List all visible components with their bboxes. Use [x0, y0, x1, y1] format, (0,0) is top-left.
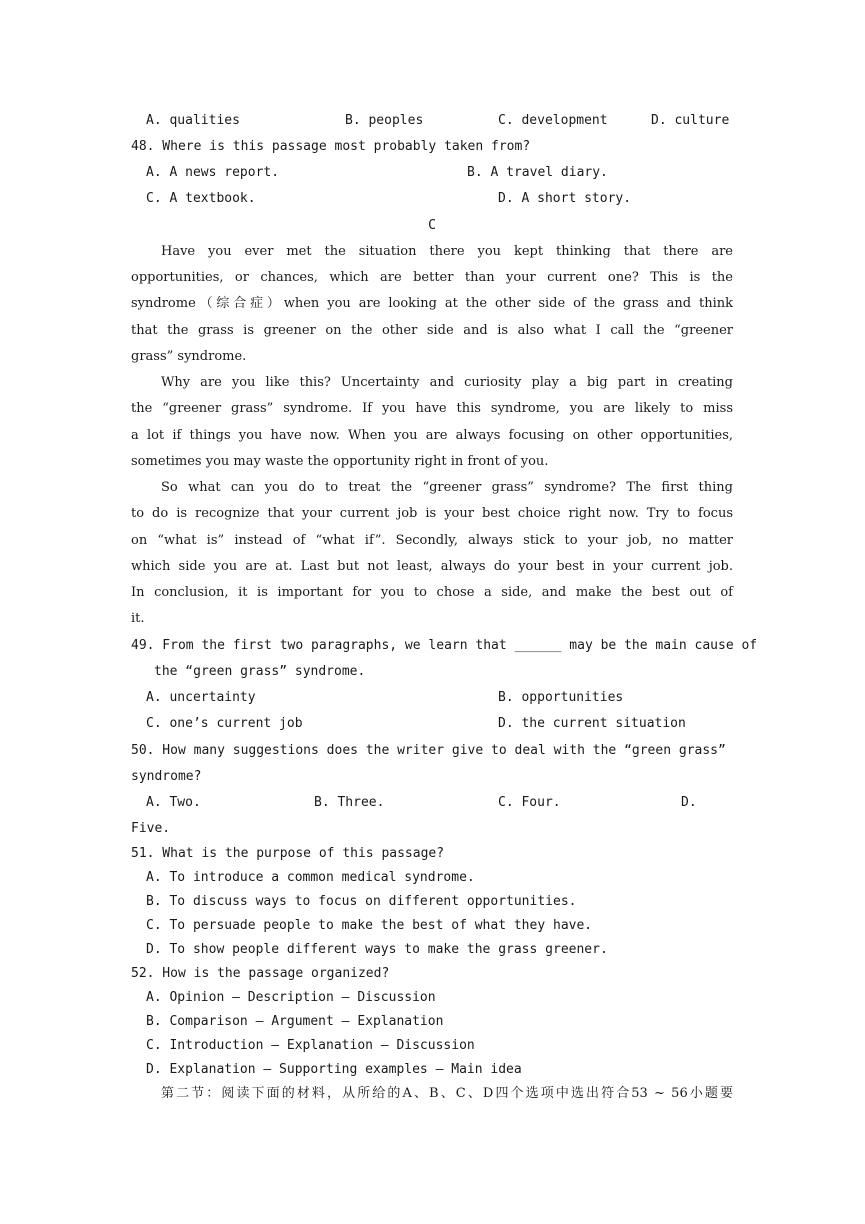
q47-option-d: D. culture — [651, 113, 730, 128]
passage-line: Why are you like this? Uncertainty and curiosity play a big part in creating — [161, 375, 733, 390]
passage-line: that the grass is greener on the other side and is also what I call the “greener — [131, 323, 733, 338]
q50-option-a: A. Two. — [146, 795, 201, 810]
q47-option-a: A. qualities — [146, 113, 240, 128]
passage-line: which side you are at. Last but not least, always do your best in your current job. — [131, 559, 733, 574]
passage-line: grass” syndrome. — [131, 349, 247, 364]
q50-option-d-cont: Five. — [131, 821, 171, 836]
q50-option-c: C. Four. — [498, 795, 561, 810]
q52-stem: 52. How is the passage organized? — [131, 966, 390, 981]
passage-line: Have you ever met the situation there you kept thinking that there are — [161, 244, 733, 259]
q48-option-d: D. A short story. — [498, 191, 632, 206]
q52-option-b: B. Comparison — Argument — Explanation — [146, 1014, 444, 1029]
q52-option-a: A. Opinion — Description — Discussion — [146, 990, 436, 1005]
q50-stem: 50. How many suggestions does the writer give to deal with the “green grass” — [131, 743, 726, 758]
q48-option-b: B. A travel diary. — [467, 165, 608, 180]
passage-line: a lot if things you have now. When you are always focusing on other opportunities, — [131, 428, 733, 443]
q49-option-a: A. uncertainty — [146, 690, 256, 705]
q49-option-d: D. the current situation — [498, 716, 686, 731]
q47-option-b: B. peoples — [345, 113, 424, 128]
q49-stem-cont: the “green grass” syndrome. — [154, 664, 366, 679]
q51-option-a: A. To introduce a common medical syndrome. — [146, 870, 475, 885]
passage-line: sometimes you may waste the opportunity right in front of you. — [131, 454, 549, 469]
q47-option-c: C. development — [498, 113, 608, 128]
q51-stem: 51. What is the purpose of this passage? — [131, 846, 445, 861]
passage-line: So what can you do to treat the “greener grass” syndrome? The first thing — [161, 480, 733, 495]
passage-line: the “greener grass” syndrome. If you have this syndrome, you are likely to miss — [131, 401, 733, 416]
q48-option-c: C. A textbook. — [146, 191, 256, 206]
q51-option-c: C. To persuade people to make the best of what they have. — [146, 918, 593, 933]
passage-line: syndrome（综合症）when you are looking at the other side of the grass and think — [131, 296, 733, 311]
q50-stem-cont: syndrome? — [131, 769, 202, 784]
passage-line: opportunities, or chances, which are better than your current one? This is the — [131, 270, 733, 285]
q48-stem: 48. Where is this passage most probably taken from? — [131, 139, 531, 154]
q50-option-d: D. — [681, 795, 697, 810]
section-letter: C — [428, 218, 436, 233]
section2-intro: 第二节：阅读下面的材料，从所给的A、B、C、D四个选项中选出符合53 ~ 56小题要 — [161, 1086, 733, 1101]
q52-option-c: C. Introduction — Explanation — Discussion — [146, 1038, 475, 1053]
q50-option-b: B. Three. — [314, 795, 385, 810]
q49-stem: 49. From the first two paragraphs, we learn that ______ may be the main cause of — [131, 638, 758, 653]
q51-option-d: D. To show people different ways to make the grass greener. — [146, 942, 608, 957]
passage-line: on “what is” instead of “what if”. Secondly, always stick to your job, no matter — [131, 533, 733, 548]
q49-option-c: C. one’s current job — [146, 716, 303, 731]
q51-option-b: B. To discuss ways to focus on different opportunities. — [146, 894, 577, 909]
q52-option-d: D. Explanation — Supporting examples — Main idea — [146, 1062, 522, 1077]
q49-option-b: B. opportunities — [498, 690, 624, 705]
passage-line: it. — [131, 611, 145, 626]
q48-option-a: A. A news report. — [146, 165, 280, 180]
passage-line: In conclusion, it is important for you to chose a side, and make the best out of — [131, 585, 733, 600]
passage-line: to do is recognize that your current job is your best choice right now. Try to focus — [131, 506, 733, 521]
